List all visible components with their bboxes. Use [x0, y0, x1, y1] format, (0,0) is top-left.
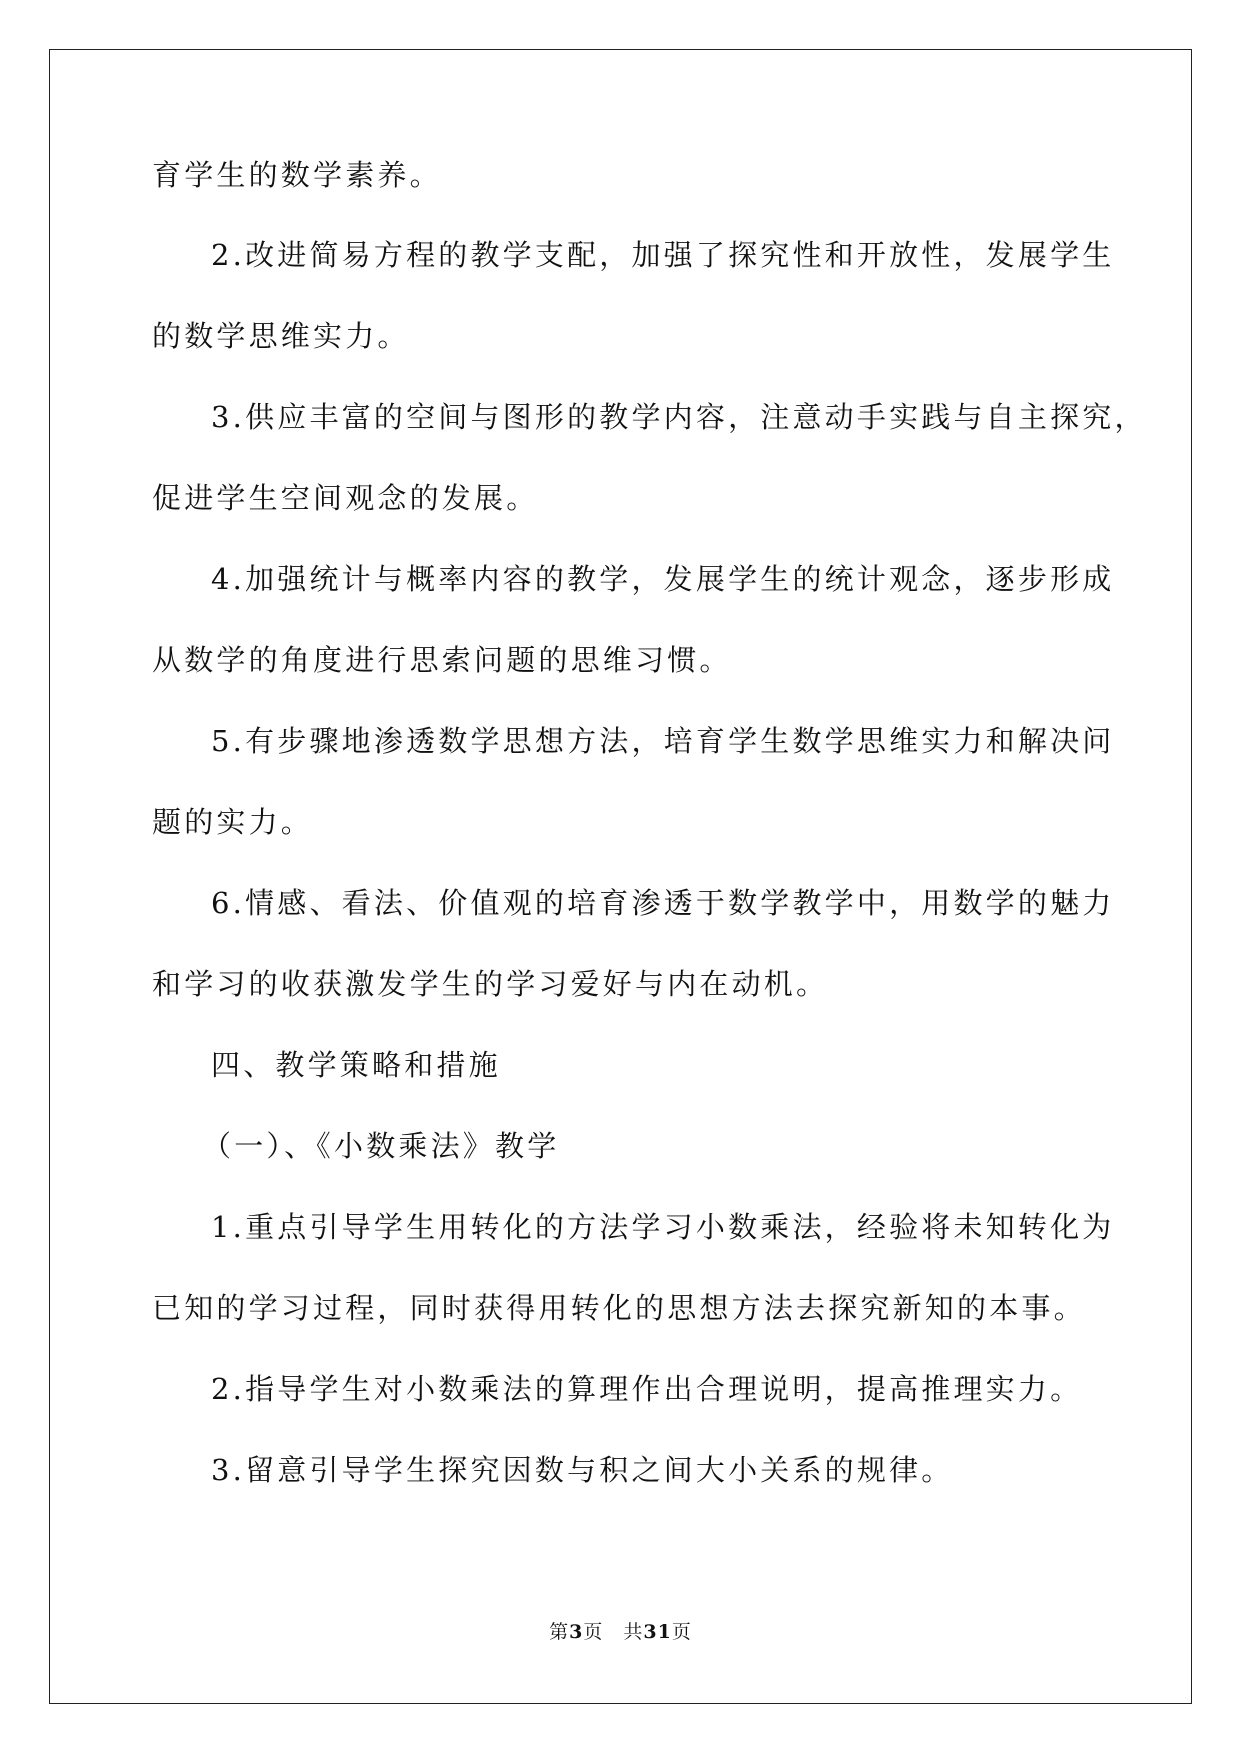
text-line: 3.留意引导学生探究因数与积之间大小关系的规律。 — [211, 1453, 954, 1487]
text-line: 1.重点引导学生用转化的方法学习小数乘法，经验将未知转化为 — [211, 1210, 1115, 1244]
footer-middle: 页 共 — [583, 1621, 644, 1643]
text-line: 2.指导学生对小数乘法的算理作出合理说明，提高推理实力。 — [211, 1372, 1083, 1406]
subsection-heading: （一）、《小数乘法》教学 — [202, 1129, 560, 1163]
footer-suffix: 页 — [671, 1621, 692, 1643]
text-line: 5.有步骤地渗透数学思想方法，培育学生数学思维实力和解决问 — [211, 724, 1115, 758]
text-line: 从数学的角度进行思索问题的思维习惯。 — [152, 643, 732, 677]
section-heading: 四、教学策略和措施 — [211, 1048, 501, 1082]
text-line: 和学习的收获激发学生的学习爱好与内在动机。 — [152, 967, 829, 1001]
text-line: 促进学生空间观念的发展。 — [152, 481, 539, 515]
footer-total-pages: 31 — [643, 1621, 672, 1643]
footer-page-number: 3 — [569, 1621, 584, 1643]
text-line: 2.改进简易方程的教学支配，加强了探究性和开放性，发展学生 — [211, 238, 1115, 272]
text-line: 6.情感、看法、价值观的培育渗透于数学教学中，用数学的魅力 — [211, 886, 1115, 920]
text-line: 3.供应丰富的空间与图形的教学内容，注意动手实践与自主探究， — [211, 400, 1147, 434]
page-footer — [0, 1620, 1241, 1644]
text-line: 已知的学习过程，同时获得用转化的思想方法去探究新知的本事。 — [152, 1291, 1086, 1325]
footer-prefix: 第 — [549, 1621, 570, 1643]
text-line: 的数学思维实力。 — [152, 319, 410, 353]
text-line: 题的实力。 — [152, 805, 314, 839]
text-line: 育学生的数学素养。 — [152, 158, 442, 192]
text-line: 4.加强统计与概率内容的教学，发展学生的统计观念，逐步形成 — [211, 562, 1115, 596]
